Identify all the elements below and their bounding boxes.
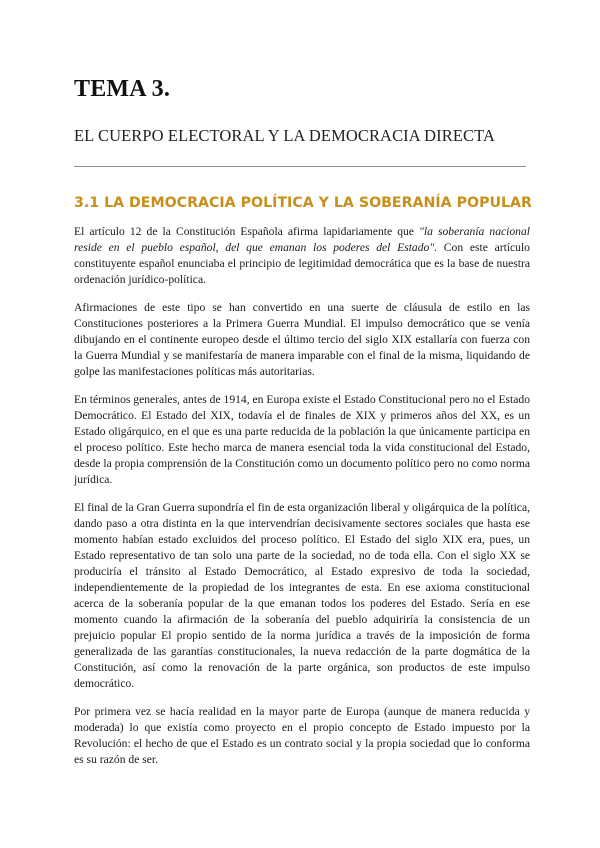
section-heading: 3.1 LA DEMOCRACIA POLÍTICA Y LA SOBERANÍA POPULAR [74, 195, 532, 211]
paragraph-3: En términos generales, antes de 1914, en Europa existe el Estado Constitucional pero no el Estado Democrático. El Estado del XIX, todavía el de finales de XIX y primeros años del XX, es un Estado oligárquico, en el que es una parte reducida de la población la que únicamente participa en el proceso político. Este hecho marca de manera esencial toda la vida constitucional del Estado, desde la propia comprensión de la Constitución como un documento político pero no como norma jurídica. [74, 393, 530, 486]
paragraph-5: Por primera vez se hacía realidad en la mayor parte de Europa (aunque de manera reducida y moderada) lo que existía como proyecto en el propio concepto de Estado impuesto por la Revolución: el hecho de que el Estado es un contrato social y la propia sociedad que lo conforma es su razón de ser. [74, 705, 530, 766]
title-divider [74, 166, 526, 167]
constitution-quote: "la soberanía nacional reside en el pueblo español, del que emanan los poderes del Estado". [74, 225, 531, 254]
chapter-subtitle: EL CUERPO ELECTORAL Y LA DEMOCRACIA DIRECTA [74, 126, 495, 145]
paragraph-1-rest: Con este artículo constituyente español enunciaba el principio de legitimidad democrática que es la base de nuestra ordenación jurídico-política. [74, 241, 530, 286]
paragraph-4: El final de la Gran Guerra supondría el fin de esta organización liberal y oligárquica de la política, dando paso a otra distinta en la que intervendrían decisivamente sectores sociales que hasta ese momento habían estado excluidos del proceso político. El Estado del siglo XIX era, pues, un Estado representativo de tan solo una parte de la sociedad, no de toda ella. Con el siglo XX se produciría el tránsito al Estado Democrático, al Estado expresivo de toda la sociedad, independientemente de la propiedad de los integrantes de esta. En ese axioma constitucional acerca de la soberanía popular de la que emanan todos los poderes del Estado. Sería en ese momento cuando la afirmación de la soberanía del pueblo adquiriría la consistencia de un prejuicio popular El propio sentido de la norma jurídica a través de la imposición de forma generalizada de las garantías constitucionales, la nueva redacción de la parte dogmática de la Constitución, así como la renovación de la parte orgánica, son productos de este impulso democrático. [74, 501, 530, 690]
body-text [74, 224, 530, 778]
paragraph-1 [74, 224, 530, 288]
chapter-title: TEMA 3. [74, 76, 171, 102]
paragraph-1-intro: El artículo 12 de la Constitución Española afirma lapidariamente que [74, 225, 420, 238]
paragraph-2: Afirmaciones de este tipo se han convertido en una suerte de cláusula de estilo en las Constituciones posteriores a la Primera Guerra Mundial. El impulso democrático que se venía dibujando en el continente europeo desde el último tercio del siglo XIX estallaría con fuerza con la Guerra Mundial y se manifestaría de manera imparable con el final de la misma, liquidando de golpe las manifestaciones políticas más autoritarias. [74, 301, 530, 378]
